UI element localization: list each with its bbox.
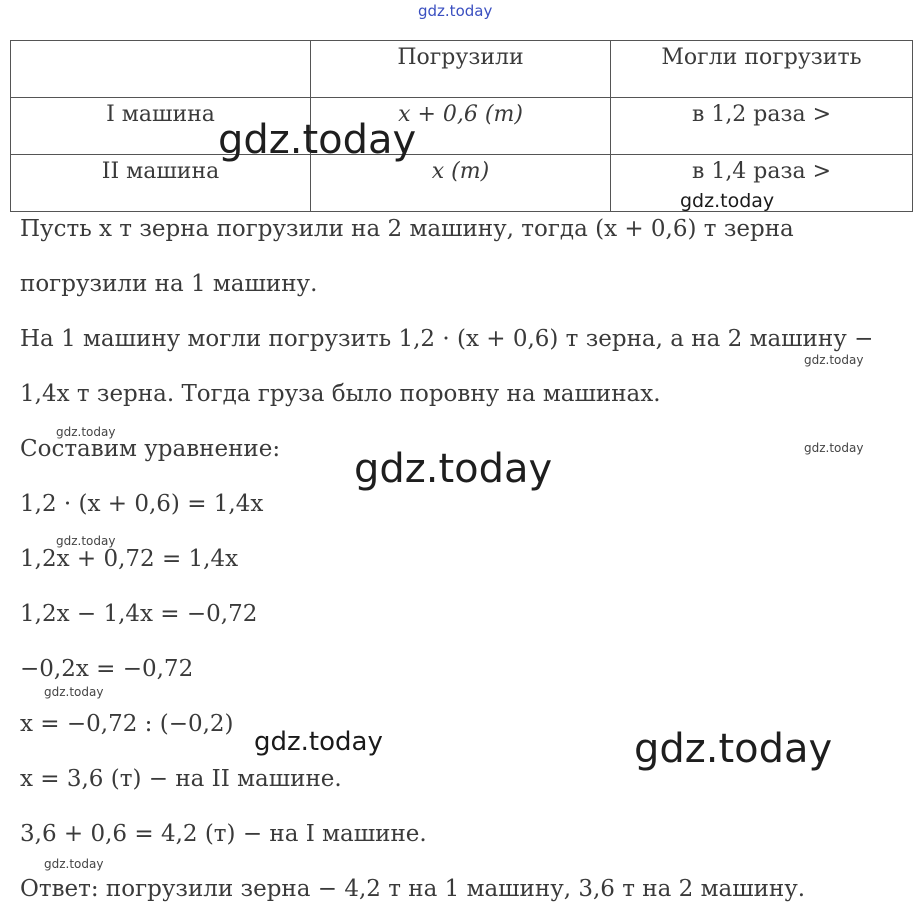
watermark: gdz.today xyxy=(804,441,864,455)
equation-line: x = −0,72 : (−0,2) xyxy=(20,711,234,737)
answer-line: Ответ: погрузили зерна − 4,2 т на 1 машину, 3,6 т на 2 машину. xyxy=(20,876,806,902)
equation-line: 1,2x + 0,72 = 1,4x xyxy=(20,546,239,572)
data-table xyxy=(10,40,913,212)
table-cell: в 1,2 раза > xyxy=(611,98,913,155)
equation-line: 1,2x − 1,4x = −0,72 xyxy=(20,601,258,627)
solution-line: Составим уравнение: xyxy=(20,436,281,462)
table-row xyxy=(11,98,913,155)
table-cell: в 1,4 раза > xyxy=(611,155,913,212)
equation-line: x = 3,6 (т) − на II машине. xyxy=(20,766,342,792)
table-cell: x (т) xyxy=(311,155,611,212)
watermark: gdz.today xyxy=(254,727,383,757)
watermark: gdz.today xyxy=(44,685,104,699)
watermark: gdz.today xyxy=(634,726,833,772)
watermark: gdz.today xyxy=(56,425,116,439)
watermark: gdz.today xyxy=(354,446,553,492)
equation-line: −0,2x = −0,72 xyxy=(20,656,194,682)
table-cell: I машина xyxy=(11,98,311,155)
table-header-cell: Погрузили xyxy=(311,41,611,98)
table-header-row xyxy=(11,41,913,98)
solution-line: На 1 машину могли погрузить 1,2 · (x + 0,6) т зерна, а на 2 машину − xyxy=(20,326,874,352)
watermark-top: gdz.today xyxy=(418,2,493,20)
solution-line: погрузили на 1 машину. xyxy=(20,271,318,297)
table-header-cell: Могли погрузить xyxy=(611,41,913,98)
equation-line: 3,6 + 0,6 = 4,2 (т) − на I машине. xyxy=(20,821,427,847)
watermark: gdz.today xyxy=(56,534,116,548)
watermark: gdz.today xyxy=(680,190,775,212)
watermark: gdz.today xyxy=(804,353,864,367)
watermark: gdz.today xyxy=(44,857,104,871)
equation-line: 1,2 · (x + 0,6) = 1,4x xyxy=(20,491,264,517)
solution-line: Пусть x т зерна погрузили на 2 машину, тогда (x + 0,6) т зерна xyxy=(20,216,794,242)
table-cell: x + 0,6 (т) xyxy=(311,98,611,155)
table-row xyxy=(11,155,913,212)
table-cell: II машина xyxy=(11,155,311,212)
table-header-cell xyxy=(11,41,311,98)
solution-line: 1,4x т зерна. Тогда груза было поровну на машинах. xyxy=(20,381,661,407)
watermark: gdz.today xyxy=(218,117,417,163)
